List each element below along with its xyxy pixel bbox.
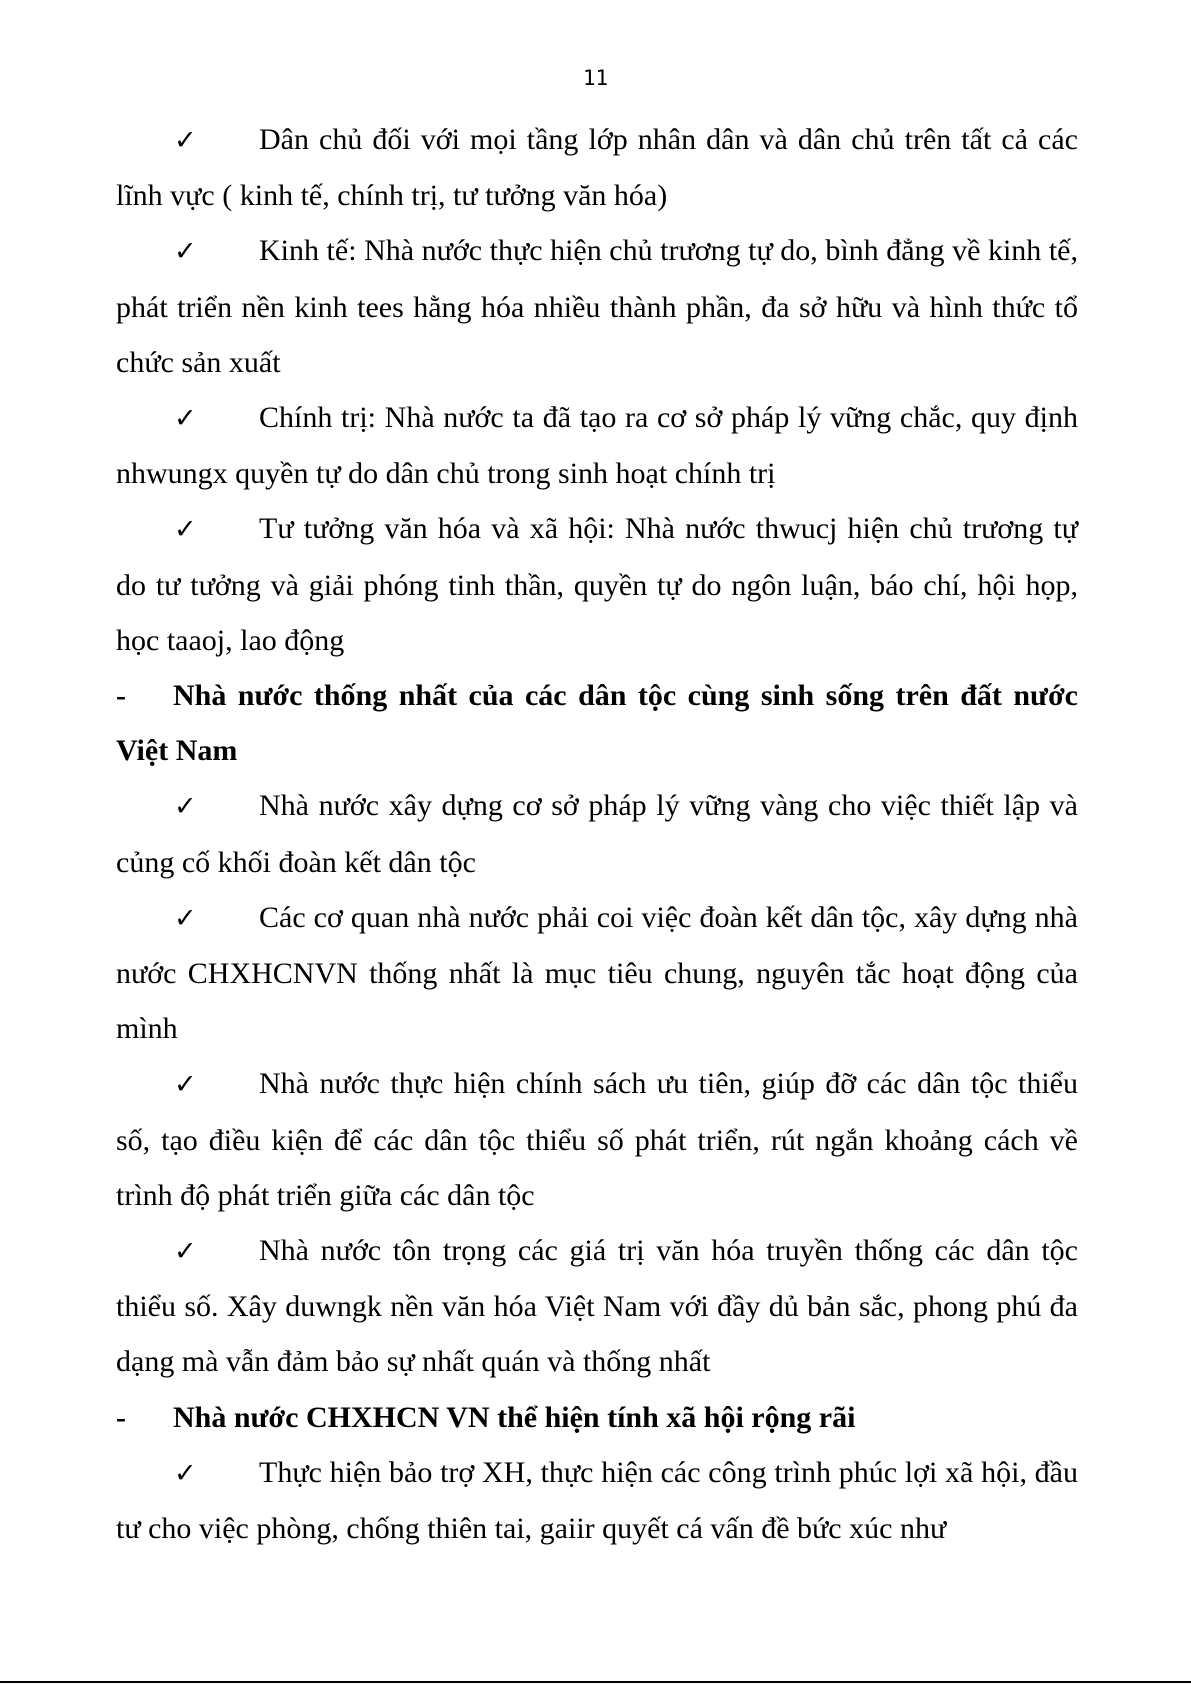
checkmark-icon: ✓ [174,236,197,268]
list-item-text: Tư tưởng văn hóa và xã hội: Nhà nước thwucj hiện chủ trương tự do tư tưởng và giải phóng tinh thần, quyền tự do ngôn luận, báo chí, hội họp, học taaoj, lao động [116,512,1078,657]
checkmark-icon: ✓ [174,125,197,156]
section-heading [116,668,1078,778]
list-item [116,501,1078,668]
list-item [116,390,1078,501]
list-item [116,778,1078,889]
list-item-text: Các cơ quan nhà nước phải coi việc đoàn kết dân tộc, xây dựng nhà nước CHXHCNVN thống nhất là mục tiêu chung, nguyên tắc hoạt động của mình [116,900,1078,1046]
document-body [116,112,1078,1556]
section-heading [116,1390,1078,1445]
list-item-text: Dân chủ đối với mọi tầng lớp nhân dân và dân chủ trên tất cả các lĩnh vực ( kinh tế, chính trị, tư tưởng văn hóa) [116,123,1078,213]
list-item-text: Chính trị: Nhà nước ta đã tạo ra cơ sở pháp lý vững chắc, quy định nhwungx quyền tự do dân chủ trong sinh hoạt chính trị [116,401,1078,491]
checkmark-icon: ✓ [174,403,197,435]
list-item-text: Kinh tế: Nhà nước thực hiện chủ trương tự do, bình đẳng về kinh tế, phát triển nền kinh tees hằng hóa nhiều thành phần, đa sở hữu và hình thức tổ chức sản xuất [116,234,1078,379]
list-item [116,1223,1078,1390]
list-item [116,112,1078,223]
checkmark-icon: ✓ [174,1457,197,1489]
section-heading-text: Nhà nước thống nhất của các dân tộc cùng sinh sống trên đất nước Việt Nam [116,679,1078,768]
list-item [116,890,1078,1057]
section-heading-text: Nhà nước CHXHCN VN thể hiện tính xã hội rộng rãi [173,1400,856,1434]
dash-icon: - [116,1400,126,1434]
checkmark-icon: ✓ [174,1069,197,1101]
checkmark-icon: ✓ [174,514,197,546]
page-number: 11 [582,66,609,90]
list-item-text: Thực hiện bảo trợ XH, thực hiện các công trình phúc lợi xã hội, đầu tư cho việc phòng, chống thiên tai, gaiir quyết cá vấn đề bức xúc như [116,1455,1078,1546]
list-item-text: Nhà nước thực hiện chính sách ưu tiên, giúp đỡ các dân tộc thiểu số, tạo điều kiện để các dân tộc thiểu số phát triển, rút ngắn khoảng cách về trình độ phát triển giữa các dân tộc [116,1067,1078,1212]
list-item-text: Nhà nước xây dựng cơ sở pháp lý vững vàng cho việc thiết lập và củng cố khối đoàn kết dân tộc [116,789,1078,879]
checkmark-icon: ✓ [174,791,197,823]
list-item [116,223,1078,390]
page-bottom-rule [0,1681,1191,1683]
list-item-text: Nhà nước tôn trọng các giá trị văn hóa truyền thống các dân tộc thiểu số. Xây duwngk nền văn hóa Việt Nam với đầy dủ bản sắc, phong phú đa dạng mà vẫn đảm bảo sự nhất quán và thống nhất [116,1234,1078,1379]
checkmark-icon: ✓ [174,902,197,934]
dash-icon: - [116,679,126,713]
list-item [116,1056,1078,1223]
list-item [116,1445,1078,1556]
checkmark-icon: ✓ [174,1236,197,1268]
